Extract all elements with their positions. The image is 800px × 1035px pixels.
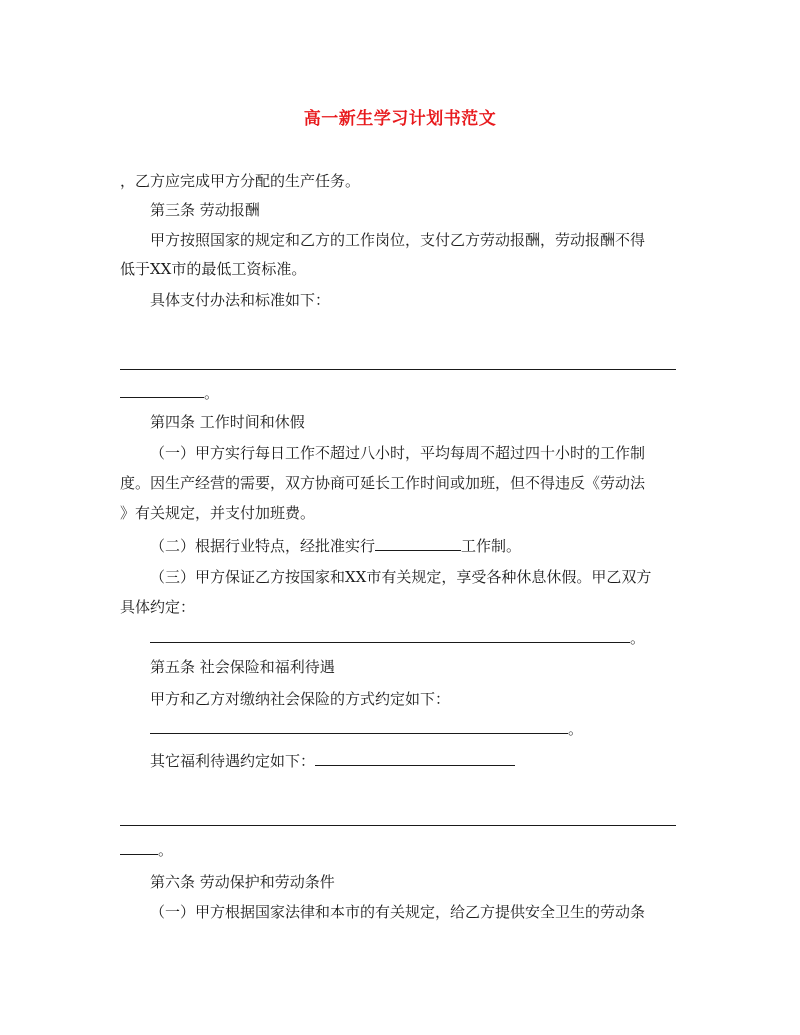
paragraph-text: （一）甲方根据国家法律和本市的有关规定，给乙方提供安全卫生的劳动条 — [150, 903, 646, 921]
blank-end-mark: 。 — [568, 720, 584, 738]
fill-in-blank-line — [120, 840, 158, 855]
fill-in-blank-line — [120, 825, 676, 826]
article-3-heading: 第三条 劳动报酬 — [150, 201, 260, 219]
paragraph-with-blank — [150, 751, 515, 771]
paragraph-text: 具体支付办法和标准如下： — [150, 291, 331, 309]
paragraph-text: （一）甲方实行每日工作不超过八小时，平均每周不超过四十小时的工作制 — [150, 444, 646, 462]
fill-in-blank-line — [120, 369, 676, 370]
paragraph-text: 度。因生产经营的需要，双方协商可延长工作时间或加班，但不得违反《劳动法 — [120, 474, 646, 492]
fill-in-blank-continuation — [120, 383, 219, 403]
paragraph-text: 甲方和乙方对缴纳社会保险的方式约定如下： — [150, 690, 451, 708]
paragraph-with-blank — [150, 536, 521, 556]
fill-in-blank-line — [150, 719, 568, 734]
blank-end-mark: 。 — [630, 629, 646, 647]
article-5-heading: 第五条 社会保险和福利待遇 — [150, 658, 335, 676]
paragraph-text: 低于XX市的最低工资标准。 — [120, 260, 307, 278]
paragraph-text: 其它福利待遇约定如下： — [150, 752, 316, 770]
fill-in-blank-line — [120, 383, 204, 398]
fill-in-blank-row — [150, 628, 645, 648]
document-title: 高一新生学习计划书范文 — [303, 109, 497, 129]
paragraph-text: （三）甲方保证乙方按国家和XX市有关规定，享受各种休息休假。甲乙双方 — [150, 568, 652, 586]
paragraph-text: （二）根据行业特点，经批准实行 — [150, 537, 376, 555]
paragraph-text: 工作制。 — [461, 537, 522, 555]
paragraph-text: 甲方按照国家的规定和乙方的工作岗位，支付乙方劳动报酬，劳动报酬不得 — [150, 231, 646, 249]
fill-in-blank-continuation — [120, 840, 173, 860]
fill-in-blank-line — [150, 628, 630, 643]
fill-in-blank-line — [315, 751, 515, 766]
fill-in-blank-row — [150, 719, 583, 739]
paragraph-text: 》有关规定，并支付加班费。 — [120, 504, 316, 522]
paragraph-text: ，乙方应完成甲方分配的生产任务。 — [120, 172, 361, 190]
blank-end-mark: 。 — [204, 384, 220, 402]
blank-end-mark: 。 — [158, 841, 174, 859]
fill-in-blank-line — [375, 536, 461, 551]
article-4-heading: 第四条 工作时间和休假 — [150, 413, 305, 431]
article-6-heading: 第六条 劳动保护和劳动条件 — [150, 873, 335, 891]
paragraph-text: 具体约定： — [120, 598, 196, 616]
